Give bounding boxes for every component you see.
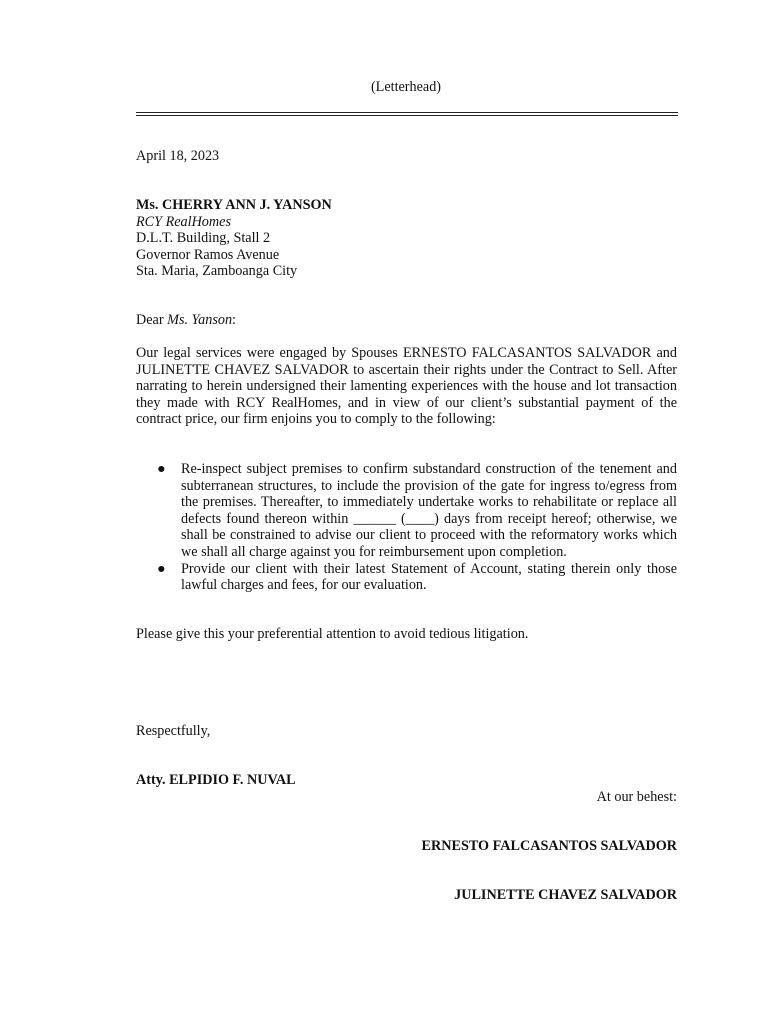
client-name: ERNESTO FALCASANTOS SALVADOR xyxy=(421,838,677,854)
salutation xyxy=(136,312,677,329)
salutation-name: Ms. Yanson xyxy=(167,312,233,328)
list-item xyxy=(136,561,677,594)
behest-label: At our behest: xyxy=(596,789,677,805)
recipient-name: Ms. CHERRY ANN J. YANSON xyxy=(136,197,332,213)
list-item xyxy=(136,461,677,561)
recipient-address-line: Sta. Maria, Zamboanga City xyxy=(136,263,298,280)
closing-paragraph: Please give this your preferential attention to avoid tedious litigation. xyxy=(136,626,529,642)
demands-list xyxy=(136,461,677,594)
signer-name: Atty. ELPIDIO F. NUVAL xyxy=(136,772,296,788)
list-item-text: Re-inspect subject premises to confirm substandard construction of the tenement and subterranean structures, to include the provision of the gate for ingress to/egress from the premises. Thereafter, to immediately undertake works to rehabilitate or replace all defects found thereon within ______ (____) days from receipt hereof; otherwise, we shall be constrained to advise our client to proceed with the reformatory works which we shall all charge against you for reimbursement upon completion. xyxy=(181,461,677,560)
salutation-prefix: Dear xyxy=(136,312,168,328)
letterhead-placeholder: (Letterhead) xyxy=(370,79,442,95)
header-rule-thick xyxy=(136,115,678,116)
recipient-address-line: D.L.T. Building, Stall 2 xyxy=(136,230,271,247)
letter-date: April 18, 2023 xyxy=(136,148,220,164)
salutation-suffix: : xyxy=(232,312,236,328)
recipient-block xyxy=(136,197,677,280)
client-name: JULINETTE CHAVEZ SALVADOR xyxy=(454,887,677,903)
body-paragraph: Our legal services were engaged by Spouses ERNESTO FALCASANTOS SALVADOR and JULINETTE CHAVEZ SALVADOR to ascertain their rights under the Contract to Sell. After narrating to herein undersigned their lamenting experiences with the house and lot transaction they made with RCY RealHomes, and in view of our client’s substantial payment of the contract price, our firm enjoins you to comply to the following: xyxy=(136,345,677,428)
header-rule-thin xyxy=(136,112,678,113)
bullet-icon: ● xyxy=(157,560,166,577)
recipient-company: RCY RealHomes xyxy=(136,213,231,230)
bullet-icon: ● xyxy=(157,461,166,477)
recipient-address-line: Governor Ramos Avenue xyxy=(136,246,280,263)
complimentary-close: Respectfully, xyxy=(136,723,211,739)
list-item-text: Provide our client with their latest Statement of Account, stating therein only those lawful charges and fees, for our evaluation. xyxy=(181,560,677,594)
